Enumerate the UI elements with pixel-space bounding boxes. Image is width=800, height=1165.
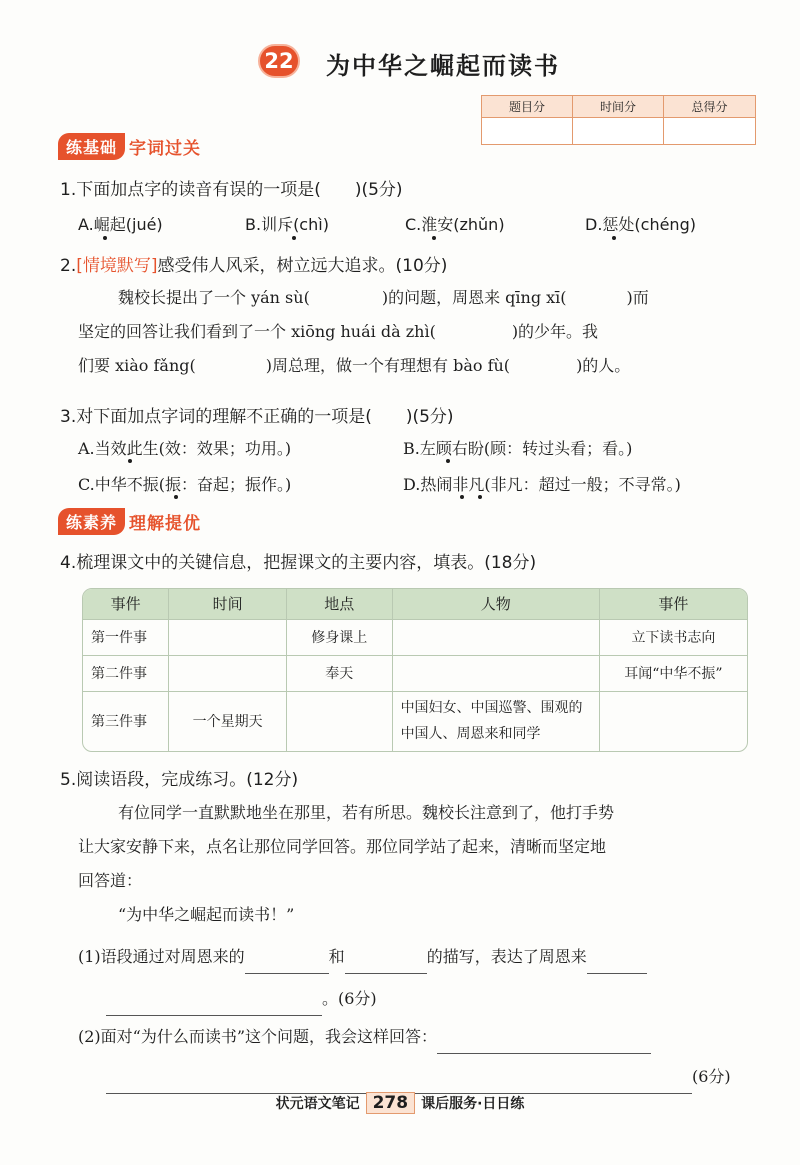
- q5-passage: [78, 796, 758, 932]
- page-number: 278: [366, 1092, 416, 1114]
- q5-sub1b: 和: [328, 947, 345, 966]
- table-cell[interactable]: [392, 655, 599, 691]
- emphasis-dot: [174, 495, 178, 499]
- table-header: 地点: [286, 589, 392, 619]
- blank-baofu[interactable]: [510, 365, 576, 383]
- q5-quote: “为中华之崛起而读书！”: [118, 905, 295, 924]
- q2-line2b: )的少年。我: [511, 322, 599, 341]
- lesson-number-badge: 22: [258, 44, 300, 78]
- q5-sub2a: (2)面对“为什么而读书”这个问题，我会这样回答：: [78, 1027, 438, 1046]
- q3-stem: 3.对下面加点字词的理解不正确的一项是( )(5分): [60, 407, 454, 427]
- q2-line1c: )而: [626, 288, 649, 307]
- lesson-title: 为中华之崛起而读书: [326, 52, 560, 80]
- q5-blank-3[interactable]: [587, 956, 647, 974]
- table-row: [83, 691, 747, 751]
- q1-option-b[interactable]: B.训斥(chì): [245, 215, 329, 234]
- page-footer: [0, 1092, 800, 1114]
- q1-option-c[interactable]: C.淮安(zhǔn): [405, 215, 505, 234]
- table-cell[interactable]: [599, 691, 747, 751]
- section-basics-title: 字词过关: [129, 139, 202, 159]
- table-cell[interactable]: [169, 655, 287, 691]
- q2-stem: [60, 251, 447, 276]
- footer-book-title: 状元语文笔记: [275, 1096, 360, 1112]
- table-row: [83, 655, 747, 691]
- q1-option-d[interactable]: D.惩处(chéng): [585, 215, 696, 234]
- emphasis-dot: [292, 236, 296, 240]
- q5-blank-2[interactable]: [345, 956, 427, 974]
- q5-sub1c: 的描写，表达了周恩来: [426, 947, 587, 966]
- q2-line2a: 坚定的回答让我们看到了一个 xiōng huái dà zhì(: [78, 322, 436, 341]
- table-cell: 奉天: [286, 655, 392, 691]
- q5-blank-4[interactable]: [106, 998, 322, 1016]
- q2-text: 感受伟人风采，树立远大追求。(10分): [157, 256, 448, 276]
- q3-option-b[interactable]: B.左顾右盼(顾：转过头看；看。): [403, 439, 633, 458]
- table-cell: 中国妇女、中国巡警、围观的中国人、周恩来和同学: [392, 691, 599, 751]
- section-basics: [58, 133, 201, 160]
- emphasis-dot: [460, 495, 464, 499]
- q2-number: 2.: [60, 256, 77, 276]
- score-header-time: 时间分: [573, 96, 664, 118]
- score-header-total: 总得分: [664, 96, 755, 118]
- table-cell: 一个星期天: [169, 691, 287, 751]
- blank-xiaofang[interactable]: [196, 365, 266, 383]
- table-row: [83, 619, 747, 655]
- score-cell-time[interactable]: [573, 118, 664, 144]
- emphasis-dot: [478, 495, 482, 499]
- q3-option-d[interactable]: D.热闹非凡(非凡：超过一般；不寻常。): [403, 475, 681, 494]
- section-literacy: [58, 508, 201, 535]
- q2-line3c: )的人。: [576, 356, 631, 375]
- q5-sub1-cont: [106, 982, 377, 1016]
- q2-line3a: 们要 xiào fǎng(: [78, 356, 196, 375]
- q3-option-a[interactable]: A.当效此生(效：效果；功用。): [78, 439, 292, 458]
- q2-line1a: 魏校长提出了一个 yán sù(: [118, 288, 310, 307]
- table-cell: 修身课上: [286, 619, 392, 655]
- q5-sub1a: (1)语段通过对周恩来的: [78, 947, 245, 966]
- q5-blank-1[interactable]: [245, 956, 329, 974]
- q5-sub2-cont: [106, 1060, 731, 1094]
- table-header: 时间: [169, 589, 287, 619]
- q5-para-line: 有位同学一直默默地坐在那里，若有所思。魏校长注意到了，他打手势: [118, 803, 615, 822]
- score-header-question: 题目分: [482, 96, 573, 118]
- q4-stem: 4.梳理课文中的关键信息，把握课文的主要内容，填表。(18分): [60, 553, 537, 573]
- q3-option-c[interactable]: C.中华不振(振：奋起；振作。): [78, 475, 292, 494]
- table-cell: 第一件事: [83, 619, 169, 655]
- q4-table: [82, 588, 748, 752]
- q1-option-a[interactable]: A.崛起(jué): [78, 215, 163, 234]
- table-header: 人物: [392, 589, 599, 619]
- table-header: 事件: [599, 589, 747, 619]
- score-cell-total[interactable]: [664, 118, 755, 144]
- q2-passage: [78, 281, 758, 383]
- q5-sub1: [78, 940, 758, 974]
- table-cell: 耳闻“中华不振”: [599, 655, 747, 691]
- section-literacy-tag: 练素养: [58, 508, 125, 535]
- q5-stem: 5.阅读语段，完成练习。(12分): [60, 770, 299, 790]
- q2-tag: [情境默写]: [76, 256, 158, 276]
- footer-series: 课后服务·日日练: [421, 1096, 525, 1112]
- table-cell[interactable]: [286, 691, 392, 751]
- score-box: [481, 95, 756, 145]
- emphasis-dot: [612, 236, 616, 240]
- q5-para-line: 让大家安静下来，点名让那位同学回答。那位同学站了起来，清晰而坚定地: [78, 837, 607, 856]
- q1-stem: 1.下面加点字的读音有误的一项是( )(5分): [60, 180, 403, 200]
- blank-qingxi[interactable]: [567, 297, 627, 315]
- table-cell[interactable]: [169, 619, 287, 655]
- blank-xionghuaidazhi[interactable]: [436, 331, 512, 349]
- blank-yansu[interactable]: [310, 297, 382, 315]
- section-basics-tag: 练基础: [58, 133, 125, 160]
- score-cell-question[interactable]: [482, 118, 573, 144]
- table-cell: 立下读书志向: [599, 619, 747, 655]
- emphasis-dot: [432, 236, 436, 240]
- table-cell: 第三件事: [83, 691, 169, 751]
- q5-sub1d: 。(6分): [322, 989, 377, 1008]
- q5-sub2b: (6分): [692, 1067, 731, 1086]
- emphasis-dot: [446, 459, 450, 463]
- table-header: 事件: [83, 589, 169, 619]
- q5-sub2: [78, 1020, 758, 1054]
- section-literacy-title: 理解提优: [129, 514, 202, 534]
- q2-line1b: )的问题，周恩来 qīng xī(: [381, 288, 567, 307]
- q5-blank-5[interactable]: [437, 1036, 651, 1054]
- table-cell: 第二件事: [83, 655, 169, 691]
- table-header-row: [83, 589, 747, 619]
- emphasis-dot: [103, 236, 107, 240]
- q2-line3b: )周总理，做一个有理想有 bào fù(: [265, 356, 511, 375]
- emphasis-dot: [128, 459, 132, 463]
- table-cell[interactable]: [392, 619, 599, 655]
- q5-para-line: 回答道：: [78, 871, 143, 890]
